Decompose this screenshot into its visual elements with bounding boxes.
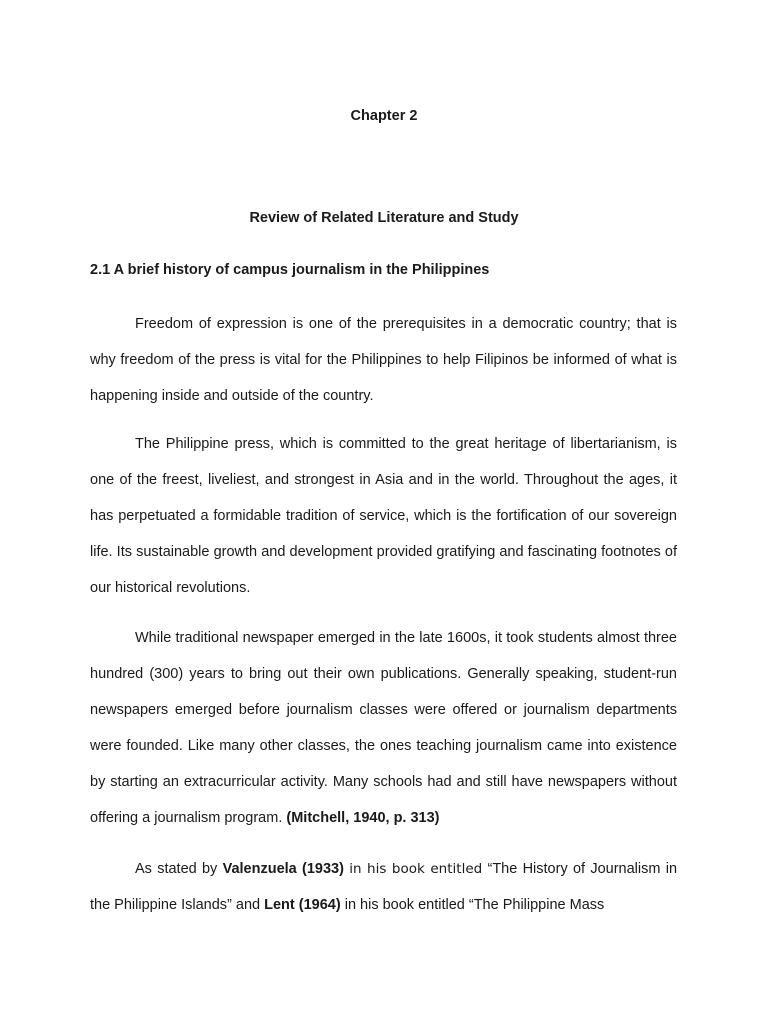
- section-heading: 2.1 A brief history of campus journalism in the Philippines: [90, 262, 490, 278]
- paragraph-3: [90, 620, 677, 836]
- paragraph-4-text-1: in his book entitled: [349, 861, 483, 877]
- paragraph-4-intro: As stated by: [135, 861, 218, 877]
- paragraph-4-connector: and: [235, 897, 261, 913]
- paragraph-4-text-2: in his book entitled: [344, 897, 465, 913]
- book-title-2: “The Philippine Mass: [468, 897, 605, 913]
- paragraph-2: The Philippine press, which is committed to the great heritage of libertarianism, is one of the freest, liveliest, and strongest in Asia and in the world. Throughout the ages, it has perpetuated a formidable tradition of service, which is the fortification of our sovereign life. Its sustainable growth and development provided gratifying and fascinating footnotes of our historical revolutions.: [90, 436, 677, 596]
- citation-mitchell: (Mitchell, 1940, p. 313): [286, 810, 440, 826]
- chapter-title: Chapter 2: [350, 108, 418, 124]
- paragraph-3-text: While traditional newspaper emerged in the late 1600s, it took students almost three hundred (300) years to bring out their own publications. Generally speaking, student-run newspapers emerged before journalism classes were offered or journalism departments were founded. Like many other classes, the ones teaching journalism came into existence by starting an extracurricular activity. Many schools had and still have newspapers without offering a journalism program.: [90, 630, 677, 826]
- citation-lent: Lent (1964): [264, 897, 341, 913]
- paragraph-4: [90, 851, 677, 923]
- book-title-1: “The History of Journalism in the Philippine Islands”: [90, 861, 678, 913]
- main-heading: Review of Related Literature and Study: [249, 210, 519, 226]
- paragraph-1: Freedom of expression is one of the prerequisites in a democratic country; that is why freedom of the press is vital for the Philippines to help Filipinos be informed of what is happening inside and outside of the country.: [90, 316, 677, 404]
- citation-valenzuela: Valenzuela (1933): [222, 861, 344, 877]
